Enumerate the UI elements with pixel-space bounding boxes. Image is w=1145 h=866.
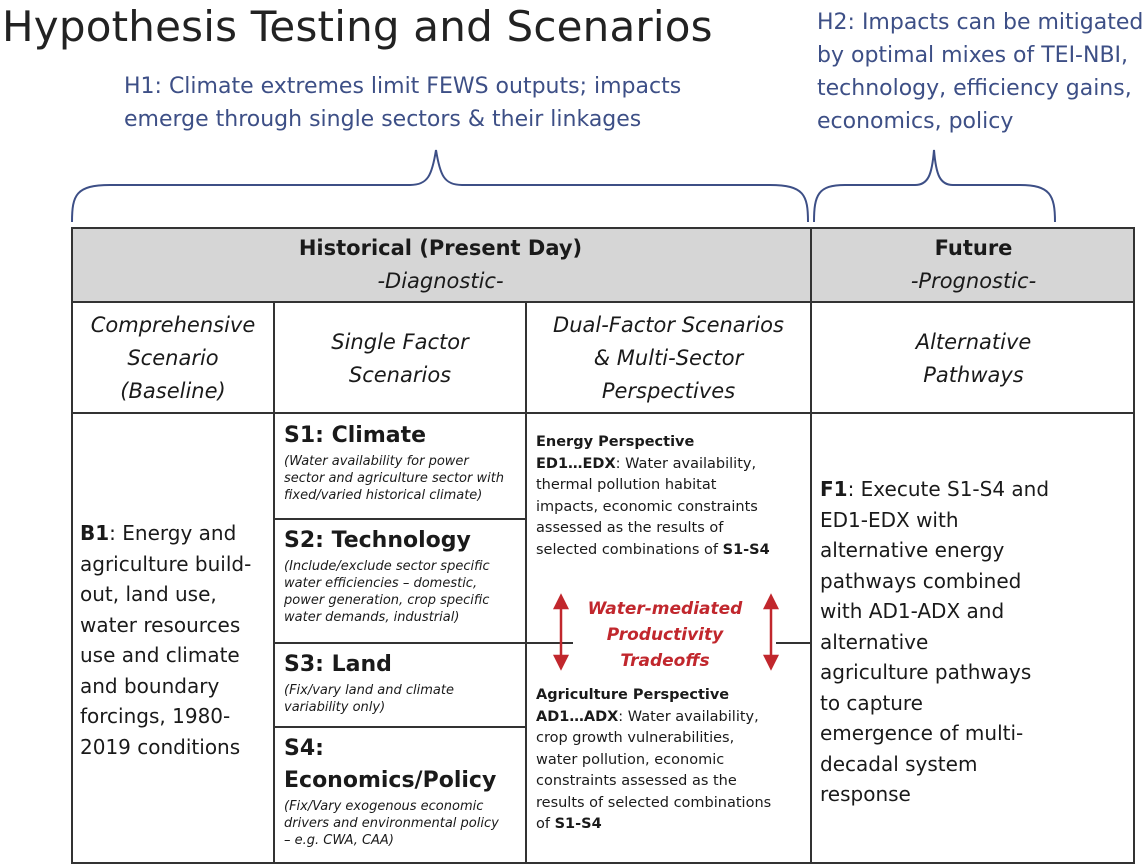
subheader-dual-line-2: & Multi-Sector [593,346,744,370]
s3-desc-1: (Fix/vary land and climate [284,683,454,698]
subheader-alternative [812,326,1135,392]
s4-name-2: Economics/Policy [284,768,497,793]
b1-line-5: use and climate [80,643,240,667]
subheader-dual [527,309,810,408]
tradeoff-label [580,596,750,674]
divider-s1-s2 [273,518,527,520]
b1-line-6: and boundary [80,673,220,698]
f1-line-11: response [820,782,911,806]
h1-line-2: emerge through single sectors & their linkages [124,107,642,132]
s4-name: : [315,736,324,761]
tradeoff-line-3: Tradeoffs [620,651,710,671]
f1-line-1: : Execute S1-S4 and [847,477,1050,501]
subheader-single-line-2: Scenarios [348,363,452,387]
s1-desc-2: sector and agriculture sector with [284,471,505,486]
scenario-s4 [284,735,524,849]
scenario-s3 [284,651,524,716]
f1-line-10: decadal system [820,751,978,776]
f1-line-9: emergence of multi- [820,721,1024,745]
bracket-h2 [814,150,1055,222]
page-title: Hypothesis Testing and Scenarios [2,2,713,51]
divider-s3-s4 [273,726,527,728]
h2-line-2: by optimal mixes of TEI-NBI, [817,43,1129,68]
historical-label: Historical (Present Day) [298,236,583,260]
h1-line-1: H1: Climate extremes limit FEWS outputs; impacts [124,74,682,99]
subheader-comprehensive-line-3: (Baseline) [120,379,226,403]
s4-desc-1: (Fix/Vary exogenous economic [284,799,484,814]
subheader-single [275,326,525,392]
b1-line-2: agriculture build- [80,551,252,576]
h2-line-1: H2: Impacts can be mitigated [817,10,1144,35]
f1-line-4: pathways combined [820,568,1022,593]
subheader-single-line-1: Single Factor [331,330,469,354]
s2-name: : Technology [315,528,471,553]
b1-line-8: 2019 conditions [80,734,241,759]
scenario-s2 [284,527,524,626]
energy-heading: Energy Perspective [536,434,695,450]
curly-brackets [0,0,1145,240]
s1-desc-1: (Water availability for power [284,454,469,469]
b1-cell [80,518,270,762]
energy-ref: S1-S4 [722,541,770,558]
agriculture-line-2: crop growth vulnerabilities, [536,730,735,746]
tradeoff-line-1: Water-mediated [587,599,743,619]
subheader-alternative-line-1: Alternative [915,330,1032,354]
agriculture-code: AD1…ADX [536,708,619,725]
s3-desc-2: variability only) [284,700,386,715]
b1-line-7: forcings, 1980- [80,704,231,728]
subheader-dual-line-3: Perspectives [601,379,736,403]
future-header [812,232,1135,298]
energy-line-3: impacts, economic constraints [536,498,758,515]
s4-code: S4 [284,736,316,761]
b1-line-3: out, land use, [80,582,217,606]
f1-line-7: agriculture pathways [820,660,1032,684]
b1-code: B1 [80,521,110,545]
agriculture-line-5: results of selected combinations [536,794,772,811]
energy-perspective [536,432,808,561]
f1-line-8: to capture [820,690,923,715]
energy-code: ED1…EDX [536,455,616,472]
s4-desc-3: – e.g. CWA, CAA) [284,833,394,848]
agriculture-line-6: of [536,816,555,832]
s2-desc-2: water efficiencies – domestic, [284,576,478,591]
divider-dual-right [776,642,811,644]
subheader-alternative-line-2: Pathways [923,363,1024,387]
subheader-comprehensive-line-1: Comprehensive [90,313,256,337]
divider-subheader [71,412,1135,414]
energy-line-1: : Water availability, [615,455,757,472]
b1-line-4: water resources [80,612,241,637]
historical-header [71,232,810,298]
s2-desc-1: (Include/exclude sector specific [284,559,490,574]
prognostic-label: -Prognostic- [910,269,1037,293]
s2-desc-3: power generation, crop specific [284,593,490,608]
f1-cell [820,474,1132,810]
future-label: Future [934,236,1013,260]
subheader-dual-line-1: Dual-Factor Scenarios [553,313,784,337]
agriculture-line-3: water pollution, economic [536,751,725,768]
energy-line-5: selected combinations of [536,541,723,558]
agriculture-line-1: : Water availability, [618,708,759,725]
scenario-s1 [284,422,524,504]
tradeoff-line-2: Productivity [606,625,724,645]
s1-name: : Climate [315,423,427,448]
bracket-h1 [72,150,808,222]
s4-desc-2: drivers and environmental policy [284,816,499,831]
b1-line-1: : Energy and [109,521,237,545]
diagnostic-label: -Diagnostic- [377,269,504,293]
energy-line-2: thermal pollution habitat [536,477,717,493]
s2-code: S2 [284,528,316,553]
agriculture-line-4: constraints assessed as the [536,773,737,789]
agriculture-heading: Agriculture Perspective [536,687,730,703]
f1-line-3: alternative energy [820,538,1005,562]
s3-code: S3 [284,652,316,677]
s1-desc-3: fixed/varied historical climate) [284,488,483,503]
divider-future [810,227,812,864]
h2-line-3: technology, efficiency gains, [817,76,1132,101]
f1-line-6: alternative [820,629,929,654]
subheader-comprehensive-line-2: Scenario [127,346,219,370]
agriculture-ref: S1-S4 [554,816,602,832]
divider-s2-s3 [273,642,573,644]
f1-line-2: ED1-EDX with [820,507,959,532]
s1-code: S1 [284,423,316,448]
f1-line-5: with AD1-ADX and [820,599,1005,623]
s3-name: : Land [315,652,392,677]
agriculture-perspective [536,685,808,836]
energy-line-4: assessed as the results of [536,520,724,536]
h2-line-4: economics, policy [817,109,1014,134]
subheader-comprehensive [73,309,273,408]
f1-code: F1 [820,477,848,501]
s2-desc-4: water demands, industrial) [284,610,460,625]
